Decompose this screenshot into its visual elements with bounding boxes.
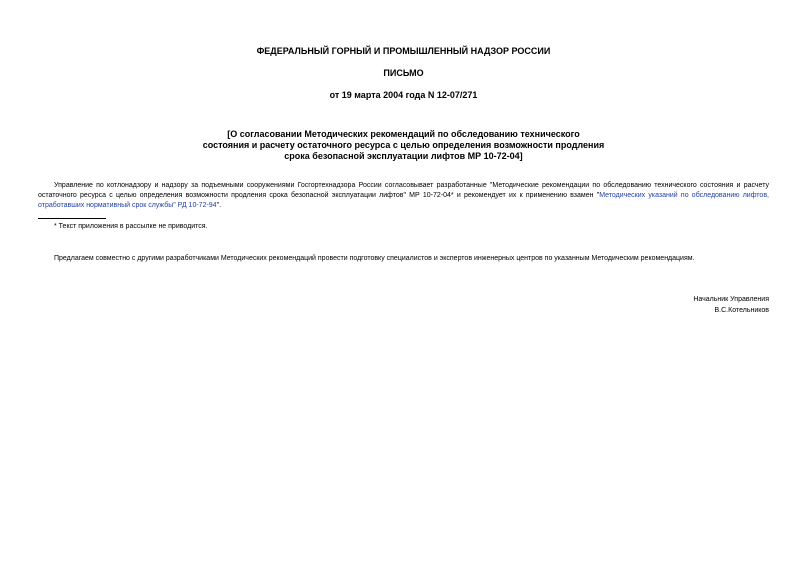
main-paragraph-end: ". [216,202,222,209]
proposal-paragraph: Предлагаем совместно с другими разработчиками Методических рекомендаций провести подготовку специалистов и экспертов инженерных центров по указанным Методическим рекомендациям. [54,255,695,262]
subject-line-1: [О согласовании Методических рекомендаций по обследованию технического [227,129,580,139]
signatory-name: В.С.Котельников [714,307,769,314]
subject-line-2: состояния и расчету остаточного ресурса с целью определения возможности продления [202,140,605,150]
footnote: * Текст приложения в рассылке не приводится. [54,223,208,230]
main-paragraph [38,181,769,211]
footnote-divider [38,218,106,219]
document-subject [0,129,807,162]
document-date: от 19 марта 2004 года N 12-07/271 [329,90,478,100]
main-paragraph-text: Управление по котлонадзору и надзору за подъемными сооружениями Госгортехнадзора России согласовывает разработанные "Методические рекомендации по обследованию технического состояния и расчету остаточного ресурса с целью определения возможности продления срока безопасной эксплуатации лифтов" МР 10-72-04* и рекомендует их к применению взамен " [38,182,769,199]
signatory-position: Начальник Управления [693,296,769,303]
document-type: ПИСЬМО [383,68,424,78]
subject-line-3: срока безопасной эксплуатации лифтов МР 10-72-04] [284,151,523,161]
reference-link-rd-10-72-94[interactable]: Методических указаний по обследованию лифтов, отработавших нормативный срок службы" РД 10-72-94 [38,192,769,209]
agency-name: ФЕДЕРАЛЬНЫЙ ГОРНЫЙ И ПРОМЫШЛЕННЫЙ НАДЗОР РОССИИ [256,46,551,56]
